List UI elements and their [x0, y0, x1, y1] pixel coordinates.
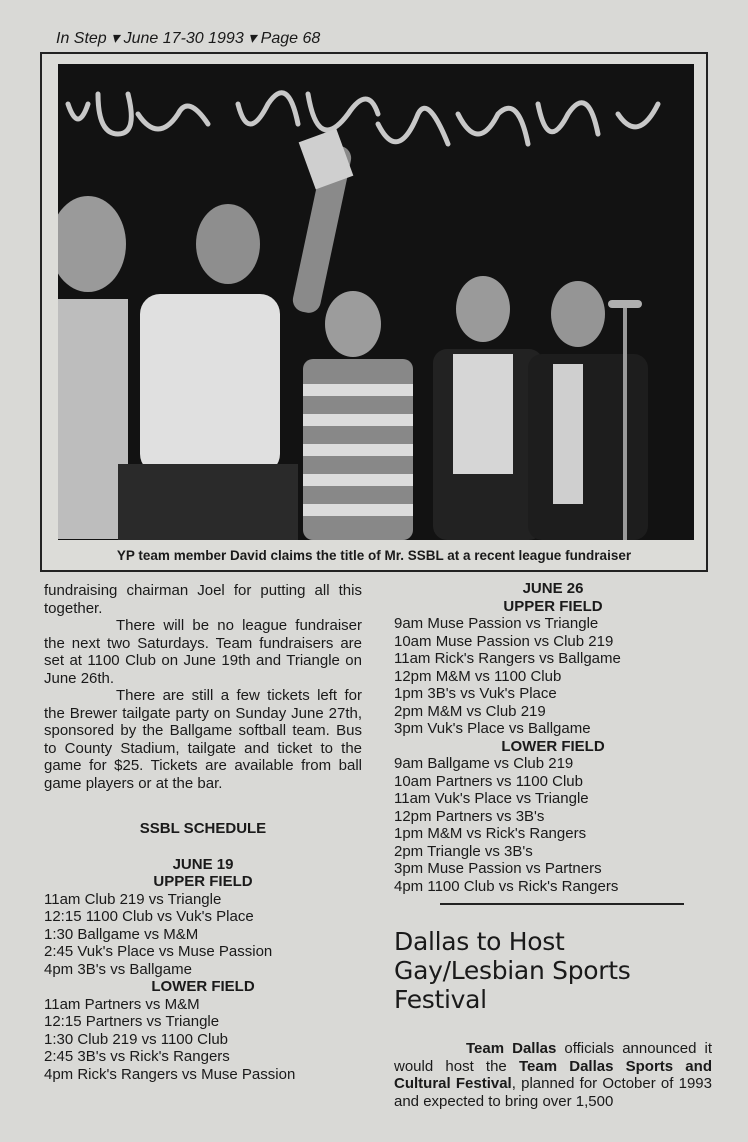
schedule-date-june19: JUNE 19 [172, 855, 234, 873]
upper-field-label: UPPER FIELD [153, 873, 253, 890]
photo-frame [40, 52, 708, 572]
schedule-item: 11am Partners vs M&M [44, 995, 200, 1013]
schedule-item: 3pm Muse Passion vs Partners [394, 860, 602, 877]
schedule-item: 2:45 3B's vs Rick's Rangers [44, 1048, 230, 1065]
schedule-item: 3pm Vuk's Place vs Ballgame [394, 720, 591, 737]
june26-lower-list [394, 755, 712, 895]
schedule-item: 11am Club 219 vs Triangle [44, 890, 222, 908]
schedule-item: 2pm M&M vs Club 219 [394, 702, 546, 720]
june19-lower-list [44, 996, 362, 1084]
schedule-item: 10am Muse Passion vs Club 219 [394, 632, 614, 650]
schedule-item: 2pm Triangle vs 3B's [394, 842, 533, 860]
headline-line-3: Festival [394, 985, 487, 1014]
upper-field-label: UPPER FIELD [503, 597, 603, 615]
schedule-item: 10am Partners vs 1100 Club [394, 772, 583, 790]
schedule-item: 11am Vuk's Place vs Triangle [394, 790, 589, 807]
lower-field-label: LOWER FIELD [501, 737, 605, 755]
article-headline [394, 927, 712, 1014]
schedule-item: 9am Muse Passion vs Triangle [394, 615, 599, 632]
schedule-item: 4pm 1100 Club vs Rick's Rangers [394, 877, 619, 895]
headline-line-2: Gay/Lesbian Sports [394, 956, 631, 985]
paragraph-3: There are still a few tickets left for the Brewer tailgate party on Sunday June 27th, sponsored by the Ballgame softball team. Bus to County Stadium, tailgate and ticket to the game for $25. Tickets are available from ball game players or at the bar. [44, 687, 362, 792]
article-text-1: officials announced it would host the [394, 1040, 712, 1075]
schedule-item: 1pm M&M vs Rick's Rangers [394, 825, 587, 842]
schedule-item: 12:15 1100 Club vs Vuk's Place [44, 908, 254, 925]
article-body [394, 1040, 712, 1110]
bold-team-dallas: Team Dallas [466, 1040, 557, 1057]
right-column [394, 580, 712, 1110]
left-column [44, 582, 362, 1083]
june26-upper-list [394, 615, 712, 738]
schedule-item: 2:45 Vuk's Place vs Muse Passion [44, 943, 273, 960]
schedule-date-june26: JUNE 26 [522, 580, 584, 597]
schedule-item: 1:30 Ballgame vs M&M [44, 925, 199, 943]
event-photo [58, 64, 694, 540]
schedule-item: 12:15 Partners vs Triangle [44, 1013, 220, 1030]
schedule-item: 1:30 Club 219 vs 1100 Club [44, 1030, 229, 1048]
paragraph-1: fundraising chairman Joel for putting all this together. [44, 582, 362, 617]
schedule-item: 4pm 3B's vs Ballgame [44, 960, 192, 978]
page-header: In Step ▾ June 17-30 1993 ▾ Page 68 [56, 30, 321, 47]
schedule-item: 4pm Rick's Rangers vs Muse Passion [44, 1065, 296, 1083]
lower-field-label: LOWER FIELD [151, 978, 255, 995]
bold-festival-name: Team Dallas Sports and Cultural Festival [394, 1057, 712, 1092]
section-divider [440, 903, 684, 905]
headline-line-1: Dallas to Host [394, 927, 565, 956]
article-text-2: , planned for October of 1993 and expected to bring over 1,500 [394, 1075, 712, 1110]
june19-upper-list [44, 891, 362, 979]
schedule-item: 12pm Partners vs 3B's [394, 807, 545, 825]
schedule-item: 1pm 3B's vs Vuk's Place [394, 685, 557, 702]
schedule-item: 11am Rick's Rangers vs Ballgame [394, 650, 621, 667]
schedule-item: 9am Ballgame vs Club 219 [394, 755, 574, 772]
schedule-title: SSBL SCHEDULE [139, 820, 267, 837]
paragraph-2: There will be no league fundraiser the next two Saturdays. Team fundraisers are set at 1100 Club on June 19th and Triangle on June 26th. [44, 617, 362, 687]
schedule-item: 12pm M&M vs 1100 Club [394, 667, 562, 685]
photo-image [58, 64, 694, 540]
photo-caption: YP team member David claims the title of Mr. SSBL at a recent league fundraiser [116, 548, 632, 563]
